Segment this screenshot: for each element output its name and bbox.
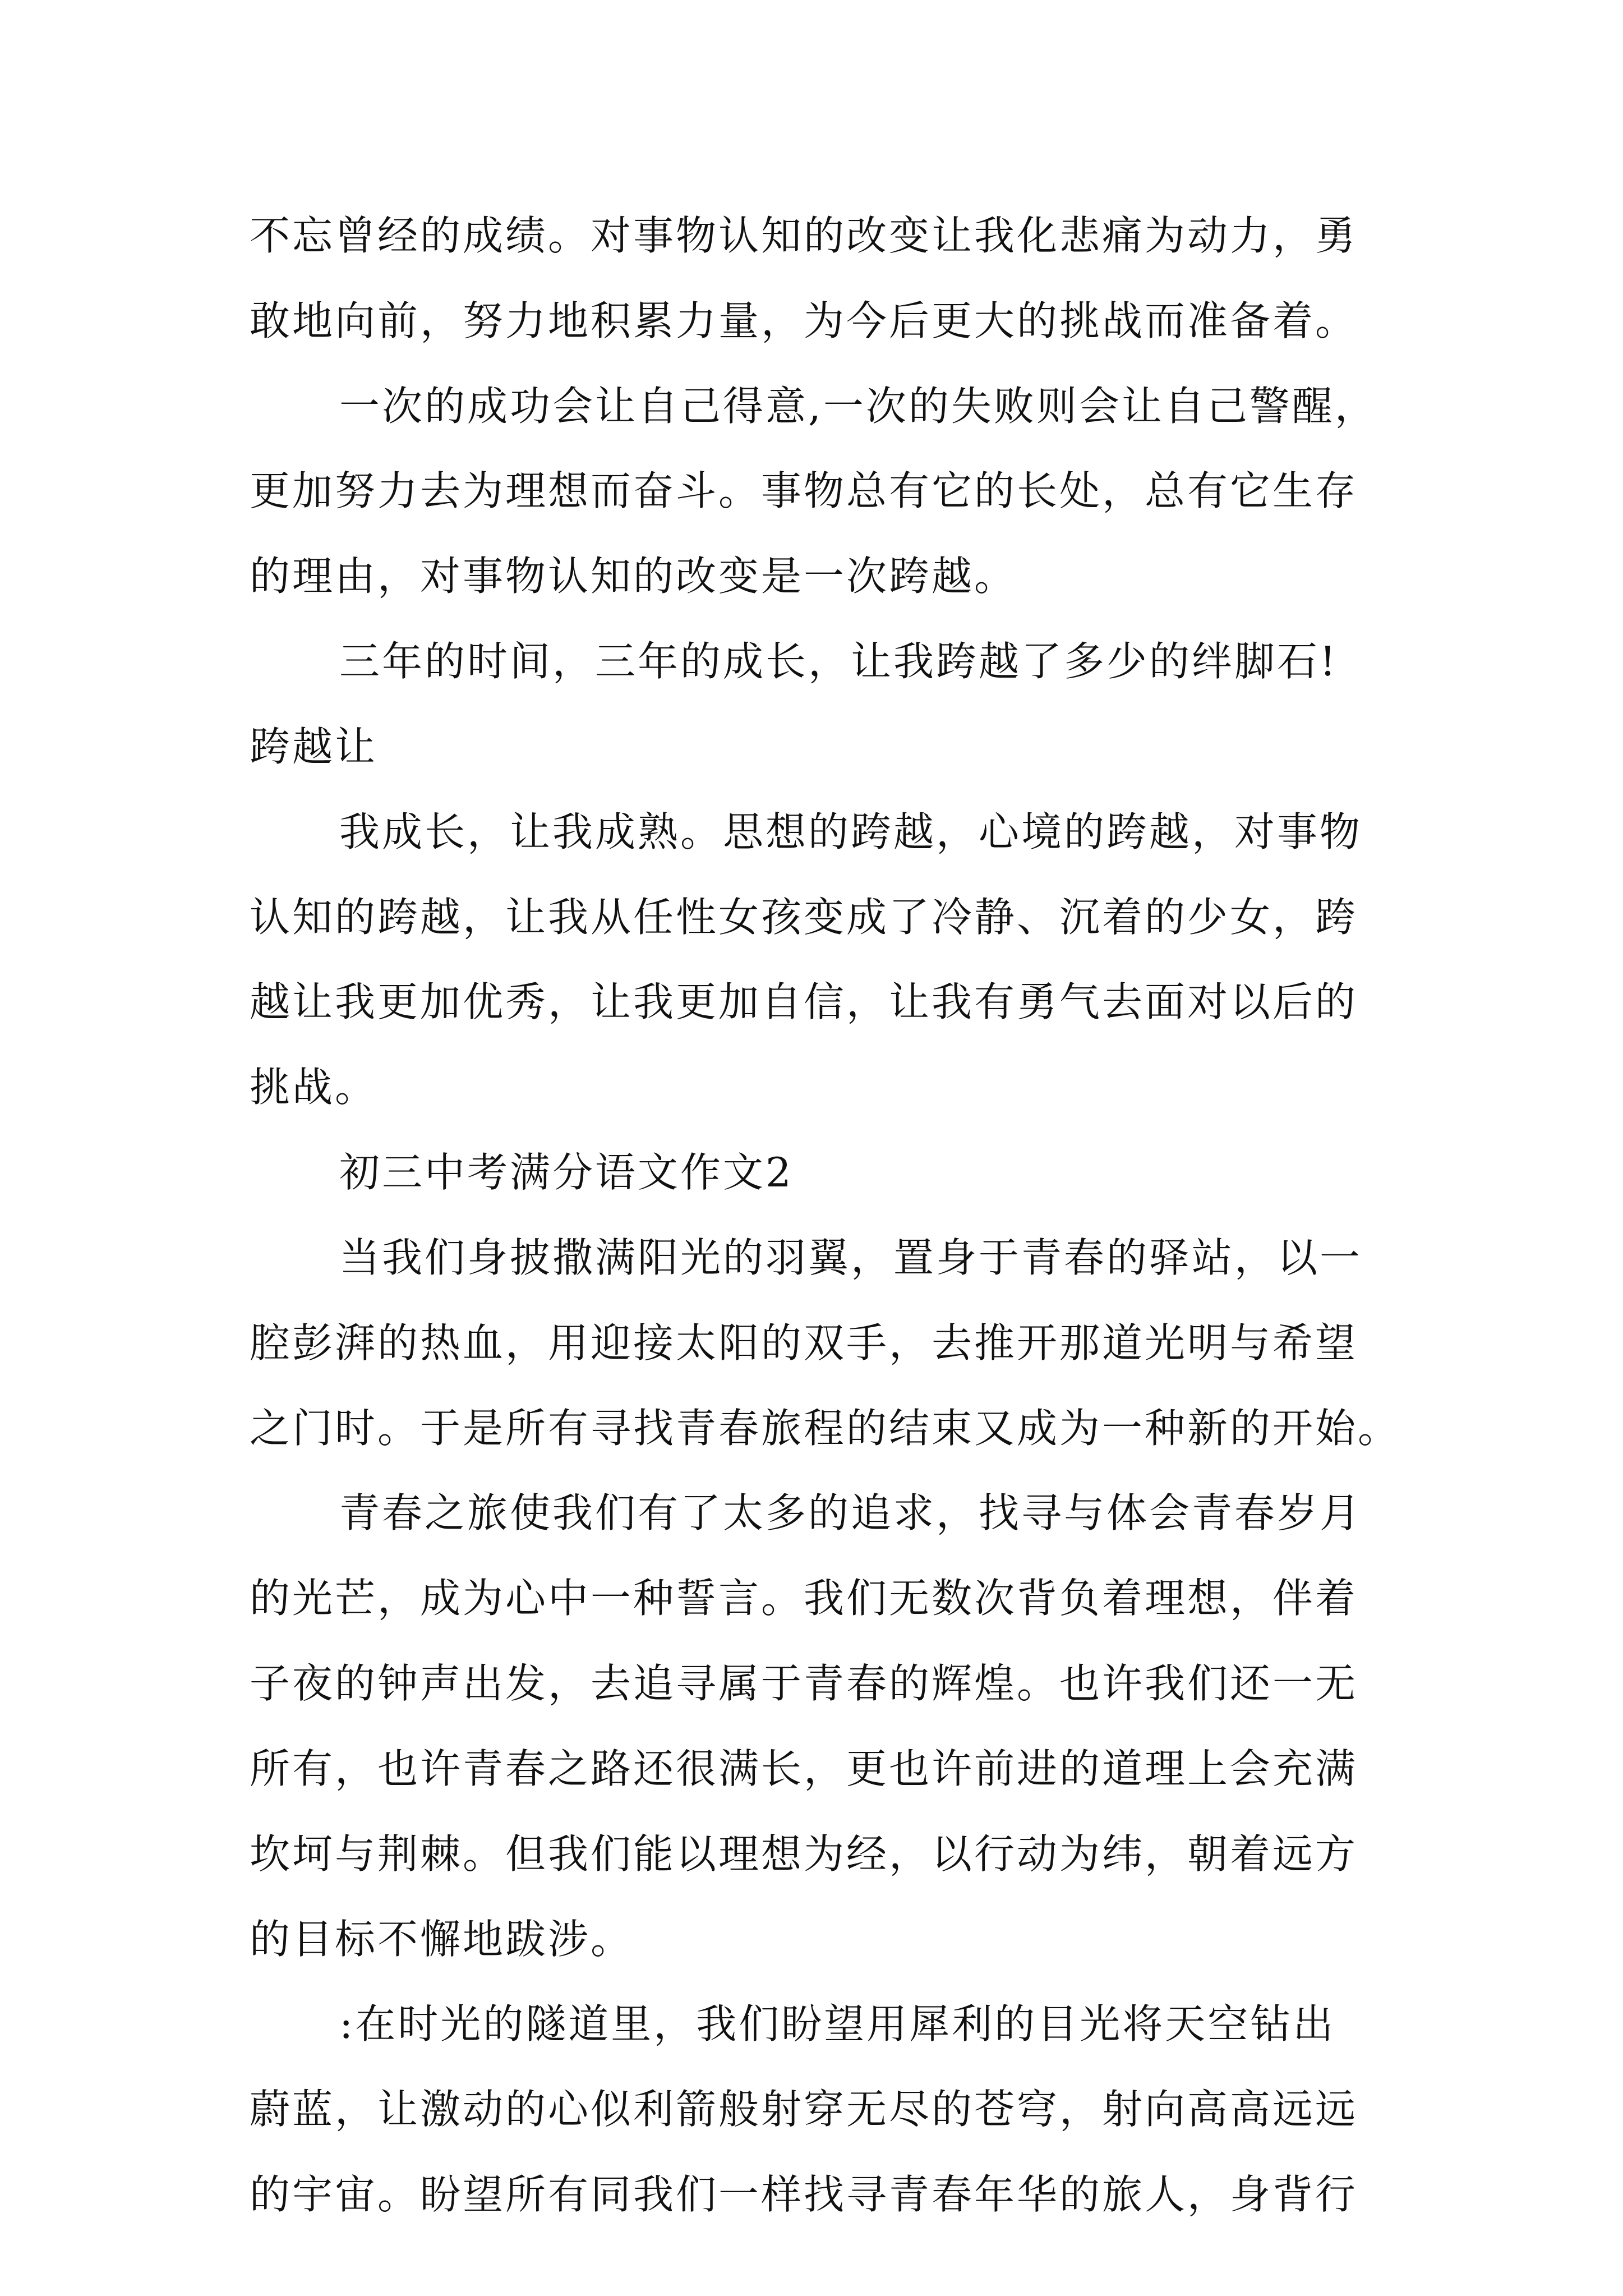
text-line: 跨越让: [250, 723, 378, 770]
text-line: 之门时。于是所有寻找青春旅程的结束又成为一种新的开始。: [250, 1405, 1401, 1452]
text-line: 所有，也许青春之路还很满长，更也许前进的道理上会充满: [250, 1745, 1358, 1792]
text-line: 认知的跨越，让我从任性女孩变成了冷静、沉着的少女，跨: [250, 894, 1358, 941]
text-line: 越让我更加优秀，让我更加自信，让我有勇气去面对以后的: [250, 978, 1358, 1025]
text-line: 更加努力去为理想而奋斗。事物总有它的长处，总有它生存: [250, 467, 1358, 514]
text-line: 一次的成功会让自己得意,一次的失败则会让自己警醒，: [339, 383, 1377, 430]
text-line: 蔚蓝，让激动的心似利箭般射穿无尽的苍穹，射向高高远远: [250, 2086, 1358, 2133]
text-line: 我成长，让我成熟。思想的跨越，心境的跨越，对事物: [339, 808, 1363, 855]
text-line: 青春之旅使我们有了太多的追求，找寻与体会青春岁月: [339, 1489, 1363, 1536]
text-line: 坎坷与荆棘。但我们能以理想为经，以行动为纬，朝着远方: [250, 1830, 1358, 1878]
text-line: 的光芒，成为心中一种誓言。我们无数次背负着理想，伴着: [250, 1575, 1358, 1622]
section-heading: 初三中考满分语文作文2: [339, 1149, 794, 1196]
text-line: 挑战。: [250, 1064, 378, 1111]
text-line: 的理由，对事物认知的改变是一次跨越。: [250, 553, 1017, 600]
text-line: 的目标不懈地跋涉。: [250, 1916, 634, 1963]
text-line: 腔彭湃的热血，用迎接太阳的双手，去推开那道光明与希望: [250, 1319, 1358, 1366]
text-line: 子夜的钟声出发，去追寻属于青春的辉煌。也许我们还一无: [250, 1660, 1358, 1707]
text-line: :在时光的隧道里，我们盼望用犀利的目光将天空钻出: [339, 2000, 1336, 2047]
text-line: 敢地向前，努力地积累力量，为今后更大的挑战而准备着。: [250, 297, 1358, 344]
text-line: 三年的时间，三年的成长，让我跨越了多少的绊脚石!: [339, 638, 1338, 685]
text-line: 的宇宙。盼望所有同我们一样找寻青春年华的旅人，身背行: [250, 2171, 1358, 2218]
text-line: 当我们身披撒满阳光的羽翼，置身于青春的驿站，以一: [339, 1234, 1363, 1281]
text-line: 不忘曾经的成绩。对事物认知的改变让我化悲痛为动力，勇: [250, 212, 1358, 259]
